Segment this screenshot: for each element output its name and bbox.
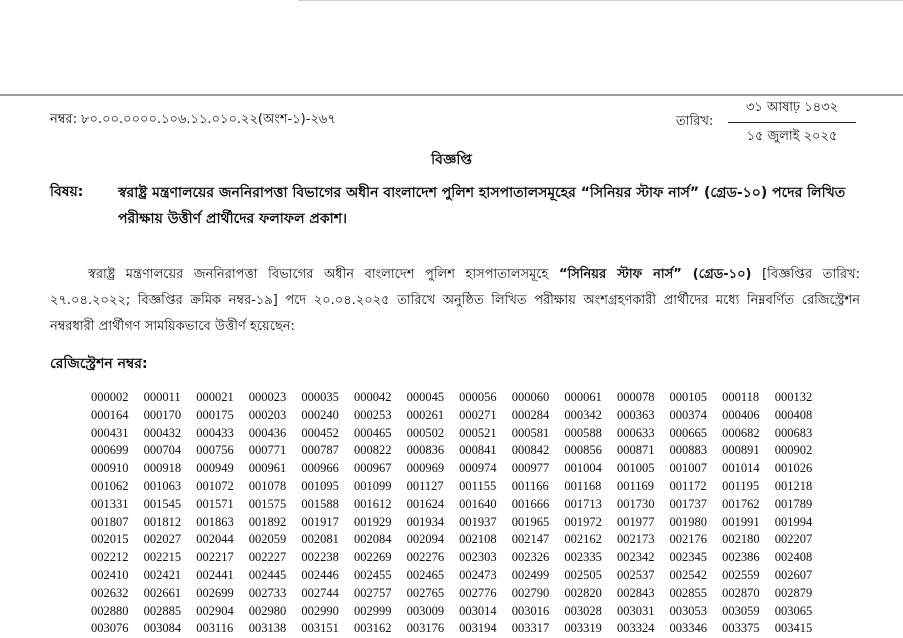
registration-number: 000910 [91, 461, 129, 476]
registration-number: 002559 [722, 567, 760, 582]
registration-number: 000974 [459, 461, 497, 476]
registration-number: 002537 [616, 567, 655, 582]
registration-number: 003116 [196, 621, 234, 636]
body-post-emphasis: “সিনিয়র স্টাফ নার্স” (গ্রেড-১০) [558, 267, 752, 282]
registration-number: 001812 [143, 514, 182, 529]
registration-number: 001917 [301, 514, 339, 529]
registration-number: 001807 [91, 514, 129, 529]
registration-number: 002217 [196, 550, 234, 565]
registration-number: 000704 [143, 443, 182, 458]
registration-number: 000432 [143, 425, 182, 440]
body-text-part1: স্বরাষ্ট্র মন্ত্রণালয়ের জননিরাপত্তা বিভাগের অধীন বাংলাদেশ পুলিশ হাসপাতালসমূহে [88, 267, 559, 282]
registration-number: 001666 [511, 496, 550, 511]
registration-number: 000271 [459, 407, 497, 422]
registration-number: 003162 [353, 621, 392, 636]
registration-number: 000452 [301, 425, 339, 440]
registration-number: 003375 [722, 621, 760, 636]
registration-number: 002744 [301, 585, 339, 600]
registration-number: 002445 [248, 567, 287, 582]
registration-number: 001072 [196, 478, 234, 493]
registration-number: 003084 [143, 621, 182, 636]
date-gregorian: ১৫ জুলাই ২০২৫ [746, 129, 838, 144]
registration-number: 002212 [91, 550, 129, 565]
registration-number: 003151 [301, 621, 339, 636]
registration-number: 000253 [353, 407, 392, 422]
registration-number: 000969 [406, 461, 445, 476]
registration-number: 001078 [248, 478, 287, 493]
registration-number: 001014 [722, 461, 760, 476]
registration-number: 002870 [722, 585, 760, 600]
registration-number: 003016 [511, 603, 550, 618]
registration-number: 002632 [91, 585, 129, 600]
registration-number: 000374 [669, 407, 708, 422]
registration-number: 000078 [616, 390, 655, 404]
registration-number: 002505 [564, 567, 602, 582]
registration-number: 002269 [353, 550, 392, 565]
registration-number: 002757 [353, 585, 392, 600]
registration-number: 002733 [248, 585, 287, 600]
registration-number: 002765 [406, 585, 445, 600]
registration-number: 001972 [564, 514, 602, 529]
registration-number: 001095 [301, 478, 339, 493]
registration-number: 002990 [301, 603, 339, 618]
registration-number: 002386 [722, 550, 760, 565]
registration-number: 003324 [616, 621, 655, 636]
top-blank-area [0, 0, 903, 95]
registration-number: 001789 [774, 496, 813, 511]
registration-number: 000966 [301, 461, 339, 476]
registration-number: 001195 [722, 478, 760, 493]
registration-number: 000342 [564, 407, 602, 422]
registration-number: 002410 [91, 567, 129, 582]
registration-number: 000240 [301, 407, 339, 422]
registration-number: 002176 [669, 532, 708, 547]
notice-title: বিজ্ঞপ্তি [431, 152, 472, 168]
registration-number: 000918 [143, 461, 182, 476]
registration-number: 000842 [511, 443, 550, 458]
registration-number: 003065 [774, 603, 813, 618]
registration-number: 003053 [669, 603, 708, 618]
registration-number: 000363 [616, 407, 655, 422]
registration-number: 000949 [196, 461, 234, 476]
registration-number: 002880 [91, 603, 129, 618]
registration-number: 001127 [406, 478, 444, 493]
registration-number: 003028 [564, 603, 602, 618]
registration-number: 001099 [353, 478, 392, 493]
registration-number: 001545 [143, 496, 182, 511]
registration-number: 002173 [616, 532, 655, 547]
date-label: তারিখ: [676, 114, 714, 129]
registration-number: 001168 [564, 478, 602, 493]
registration-number: 001169 [616, 478, 654, 493]
registration-number: 002345 [669, 550, 708, 565]
registration-number: 001007 [669, 461, 708, 476]
registration-number: 001218 [774, 478, 813, 493]
registration-number: 002227 [248, 550, 287, 565]
registration-number: 001965 [511, 514, 550, 529]
registration-number: 002081 [301, 532, 339, 547]
registration-number: 001062 [91, 478, 129, 493]
registration-number: 000883 [669, 443, 708, 458]
registration-number: 002885 [143, 603, 182, 618]
registration-number: 000436 [248, 425, 287, 440]
registration-number: 001892 [248, 514, 287, 529]
registration-number: 000961 [248, 461, 287, 476]
registration-number: 001172 [669, 478, 707, 493]
date-bangla-calendar: ৩১ আষাঢ় ১৪৩২ [745, 100, 839, 115]
registration-number: 000836 [406, 443, 445, 458]
registration-number: 002108 [459, 532, 497, 547]
registration-number: 003194 [459, 621, 497, 636]
registration-number: 002607 [774, 567, 813, 582]
registration-number: 002879 [774, 585, 813, 600]
registration-number: 001929 [353, 514, 392, 529]
registration-number: 002499 [511, 567, 550, 582]
registration-number: 000902 [774, 443, 813, 458]
registration-number: 000164 [91, 407, 129, 422]
registration-number: 003138 [248, 621, 287, 636]
registration-number: 002044 [196, 532, 234, 547]
registration-number: 003319 [564, 621, 602, 636]
registration-number: 001713 [564, 496, 602, 511]
registration-number: 000170 [143, 407, 182, 422]
registration-number: 001155 [459, 478, 497, 493]
top-edge-line [298, 0, 903, 1]
registration-number: 001612 [353, 496, 392, 511]
registration-number: 003317 [511, 621, 550, 636]
registration-number: 002904 [196, 603, 234, 618]
registration-number: 000771 [248, 443, 287, 458]
registration-number: 001737 [669, 496, 708, 511]
registration-number: 000023 [248, 390, 287, 404]
registration-number: 000433 [196, 425, 234, 440]
registration-number: 002446 [301, 567, 339, 582]
registration-number: 003415 [774, 621, 813, 636]
date-separator-line [728, 122, 856, 123]
registration-number: 000856 [564, 443, 602, 458]
registration-number: 002855 [669, 585, 708, 600]
registration-number: 000977 [511, 461, 550, 476]
registration-number: 002015 [91, 532, 129, 547]
registration-number: 000203 [248, 407, 287, 422]
notice-body [50, 262, 860, 340]
registration-number: 000665 [669, 425, 708, 440]
registration-number: 000056 [459, 390, 497, 404]
registration-number: 000118 [722, 390, 760, 404]
registration-number: 002147 [511, 532, 550, 547]
registration-number: 002276 [406, 550, 445, 565]
registration-grid [91, 389, 831, 638]
registration-number: 001588 [301, 496, 339, 511]
registration-number: 001624 [406, 496, 445, 511]
registration-number: 001762 [722, 496, 760, 511]
registration-number: 001063 [143, 478, 182, 493]
subject-label: বিষয়: [50, 184, 84, 200]
subject-text: স্বরাষ্ট্র মন্ত্রণালয়ের জননিরাপত্তা বিভাগের অধীন বাংলাদেশ পুলিশ হাসপাতালসমূহের “সিনিয়র স্টাফ নার্স” (গ্রেড-১০) পদের লিখিত পরীক্ষায় উত্তীর্ণ প্রার্থীদের ফলাফল প্রকাশ। [118, 185, 846, 227]
registration-number: 000871 [616, 443, 655, 458]
registration-number: 000261 [406, 407, 445, 422]
registration-number: 002162 [564, 532, 602, 547]
registration-number: 000002 [91, 390, 129, 404]
registration-number: 002542 [669, 567, 708, 582]
registration-number: 000061 [564, 390, 602, 404]
registration-number: 001640 [459, 496, 497, 511]
registration-number: 002059 [248, 532, 287, 547]
date-block [728, 98, 856, 148]
body-text-part2: [বিজ্ঞপ্তির তারিখ: ২৭.০৪.২০২২; বিজ্ঞপ্তির ক্রমিক নম্বর-১৯] পদে ২০.০৪.২০২৫ তারিখে অনুষ্ঠিত লিখিত পরীক্ষায় অংশগ্রহণকারী প্রার্থীদের মধ্যে নিম্নবর্ণিত রেজিস্ট্রেশন নম্বরধারী প্রার্থীগণ সাময়িকভাবে উত্তীর্ণ হয়েছেন: [50, 267, 860, 334]
registration-number: 002699 [196, 585, 234, 600]
page-edge-divider [0, 94, 903, 96]
registration-number: 002776 [459, 585, 497, 600]
registration-number: 002843 [616, 585, 655, 600]
registration-number: 000060 [511, 390, 550, 404]
registration-number: 003014 [459, 603, 497, 618]
registration-number: 002408 [774, 550, 813, 565]
registration-number: 000465 [353, 425, 392, 440]
registration-number: 002421 [143, 567, 182, 582]
registration-number: 001005 [616, 461, 655, 476]
registration-number: 001571 [196, 496, 234, 511]
registration-number: 000408 [774, 407, 813, 422]
registration-number: 002661 [143, 585, 182, 600]
registration-number: 000035 [301, 390, 339, 404]
registration-number: 002180 [722, 532, 760, 547]
registration-number: 001730 [616, 496, 655, 511]
registration-number: 001004 [564, 461, 602, 476]
registration-number: 000406 [722, 407, 760, 422]
registration-number: 002820 [564, 585, 602, 600]
registration-number: 002084 [353, 532, 392, 547]
registration-number: 003031 [616, 603, 655, 618]
registration-number: 001863 [196, 514, 234, 529]
registration-heading: রেজিস্ট্রেশন নম্বর: [50, 356, 148, 372]
registration-number: 002465 [406, 567, 445, 582]
registration-number: 000588 [564, 425, 602, 440]
registration-number: 002335 [564, 550, 602, 565]
registration-number: 001991 [722, 514, 760, 529]
registration-number: 002790 [511, 585, 550, 600]
registration-number: 002473 [459, 567, 497, 582]
registration-number: 002342 [616, 550, 655, 565]
registration-number: 000581 [511, 425, 550, 440]
registration-number: 003059 [722, 603, 760, 618]
registration-number: 001575 [248, 496, 287, 511]
registration-number-list [91, 389, 831, 638]
memo-number: নম্বর: ৮০.০০.০০০০.১০৬.১১.০১০.২২(অংশ-১)-২৬৭ [50, 112, 336, 127]
registration-number: 000891 [722, 443, 760, 458]
registration-number: 001331 [91, 496, 129, 511]
registration-number: 001977 [616, 514, 655, 529]
registration-number: 002238 [301, 550, 339, 565]
registration-number: 003346 [669, 621, 708, 636]
registration-number: 000699 [91, 443, 129, 458]
registration-number: 000175 [196, 407, 234, 422]
registration-number: 001994 [774, 514, 813, 529]
registration-number: 002999 [353, 603, 392, 618]
registration-number: 001980 [669, 514, 708, 529]
registration-number: 000822 [353, 443, 392, 458]
registration-number: 000042 [353, 390, 392, 404]
registration-number: 000967 [353, 461, 392, 476]
registration-number: 002980 [248, 603, 287, 618]
registration-number: 002027 [143, 532, 182, 547]
registration-number: 000431 [91, 425, 129, 440]
registration-number: 000756 [196, 443, 234, 458]
registration-number: 002303 [459, 550, 497, 565]
registration-number: 000011 [143, 390, 181, 404]
registration-number: 002094 [406, 532, 445, 547]
registration-number: 003176 [406, 621, 445, 636]
registration-number: 000284 [511, 407, 550, 422]
registration-number: 003009 [406, 603, 445, 618]
registration-number: 001026 [774, 461, 813, 476]
registration-number: 002455 [353, 567, 392, 582]
registration-number: 000045 [406, 390, 445, 404]
registration-number: 001934 [406, 514, 445, 529]
registration-number: 000021 [196, 390, 234, 404]
registration-number: 003076 [91, 621, 129, 636]
registration-number: 000841 [459, 443, 497, 458]
registration-number: 000683 [774, 425, 813, 440]
registration-number: 000521 [459, 425, 497, 440]
registration-number: 000633 [616, 425, 655, 440]
registration-number: 001937 [459, 514, 497, 529]
registration-number: 000105 [669, 390, 708, 404]
registration-number: 000132 [774, 390, 813, 404]
registration-number: 000682 [722, 425, 760, 440]
registration-number: 002326 [511, 550, 550, 565]
registration-number: 002207 [774, 532, 813, 547]
registration-number: 001166 [511, 478, 549, 493]
registration-number: 000502 [406, 425, 445, 440]
registration-number: 000787 [301, 443, 339, 458]
registration-number: 002441 [196, 567, 234, 582]
registration-number: 002215 [143, 550, 182, 565]
